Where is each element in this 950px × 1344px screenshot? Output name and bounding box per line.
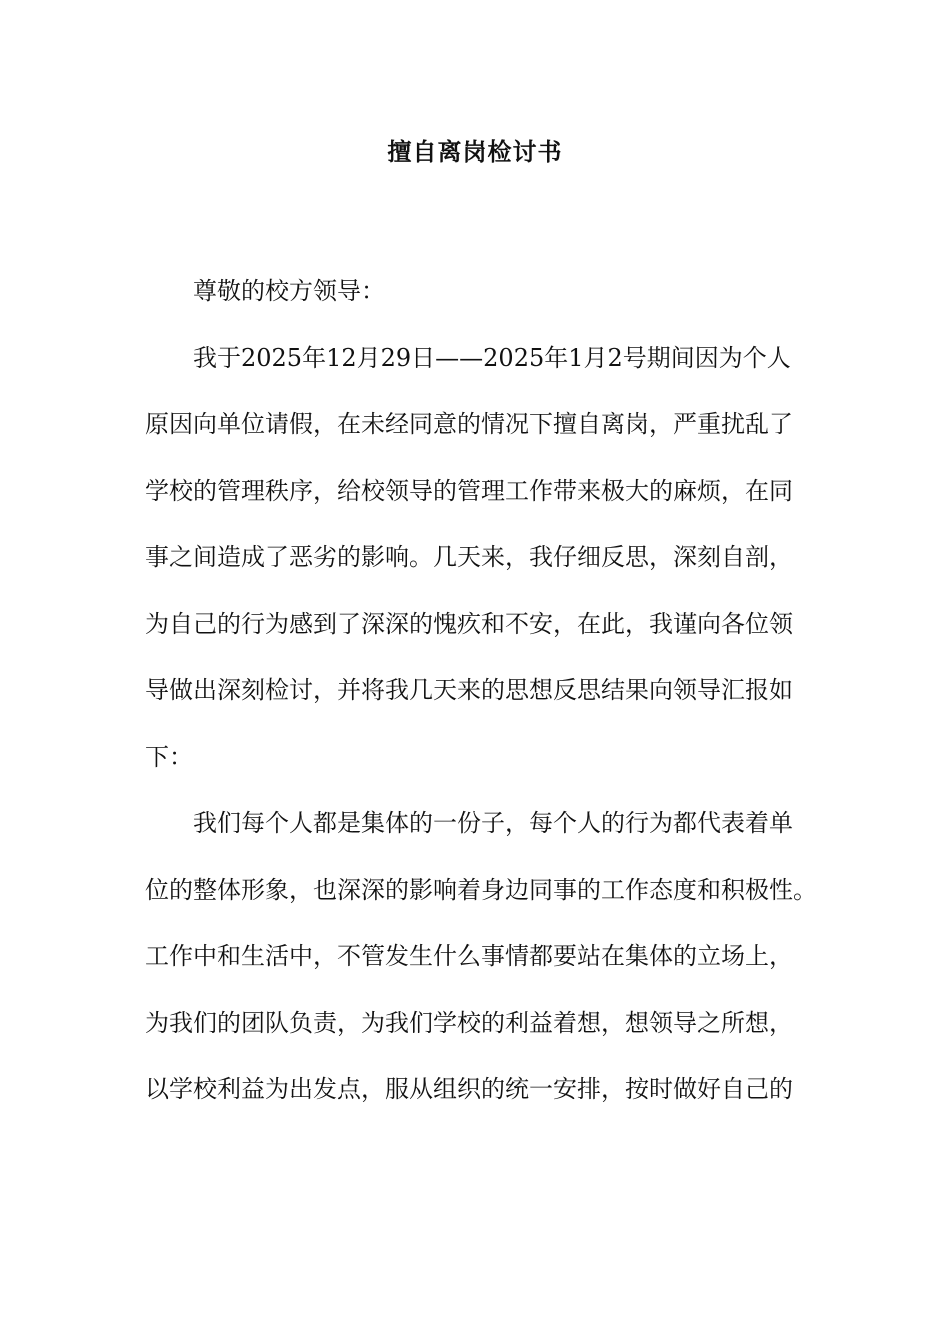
paragraph-1 (145, 325, 825, 791)
paragraph-2-line-1: 我们每个人都是集体的一份子，每个人的行为都代表着单 (193, 809, 793, 837)
paragraph-1-line-1: 我于2025年12月29日——2025年1月2号期间因为个人 (193, 343, 791, 372)
paragraph-1-line-4: 事之间造成了恶劣的影响。几天来，我仔细反思，深刻自剖， (145, 543, 793, 571)
paragraph-2-line-4: 为我们的团队负责，为我们学校的利益着想，想领导之所想， (145, 1008, 793, 1037)
paragraph-2-line-5: 以学校利益为出发点，服从组织的统一安排，按时做好自己的 (145, 1075, 793, 1103)
salutation (145, 258, 825, 325)
paragraph-1-line-6: 导做出深刻检讨，并将我几天来的思想反思结果向领导汇报如 (145, 676, 793, 704)
document-title: 擅自离岗检讨书 (387, 137, 563, 166)
paragraph-1-line-3: 学校的管理秩序，给校领导的管理工作带来极大的麻烦，在同 (145, 476, 793, 505)
paragraph-1-line-2: 原因向单位请假，在未经同意的情况下擅自离岗，严重扰乱了 (145, 410, 793, 438)
paragraph-2 (145, 790, 825, 1123)
paragraph-2-line-2: 位的整体形象，也深深的影响着身边同事的工作态度和积极性。 (145, 875, 817, 904)
paragraph-1-line-5: 为自己的行为感到了深深的愧疚和不安，在此，我谨向各位领 (145, 609, 793, 638)
paragraph-1-line-7: 下： (145, 742, 193, 771)
salutation-line: 尊敬的校方领导： (193, 277, 385, 305)
document-body (145, 258, 825, 1123)
paragraph-2-line-3: 工作中和生活中，不管发生什么事情都要站在集体的立场上， (145, 942, 793, 970)
